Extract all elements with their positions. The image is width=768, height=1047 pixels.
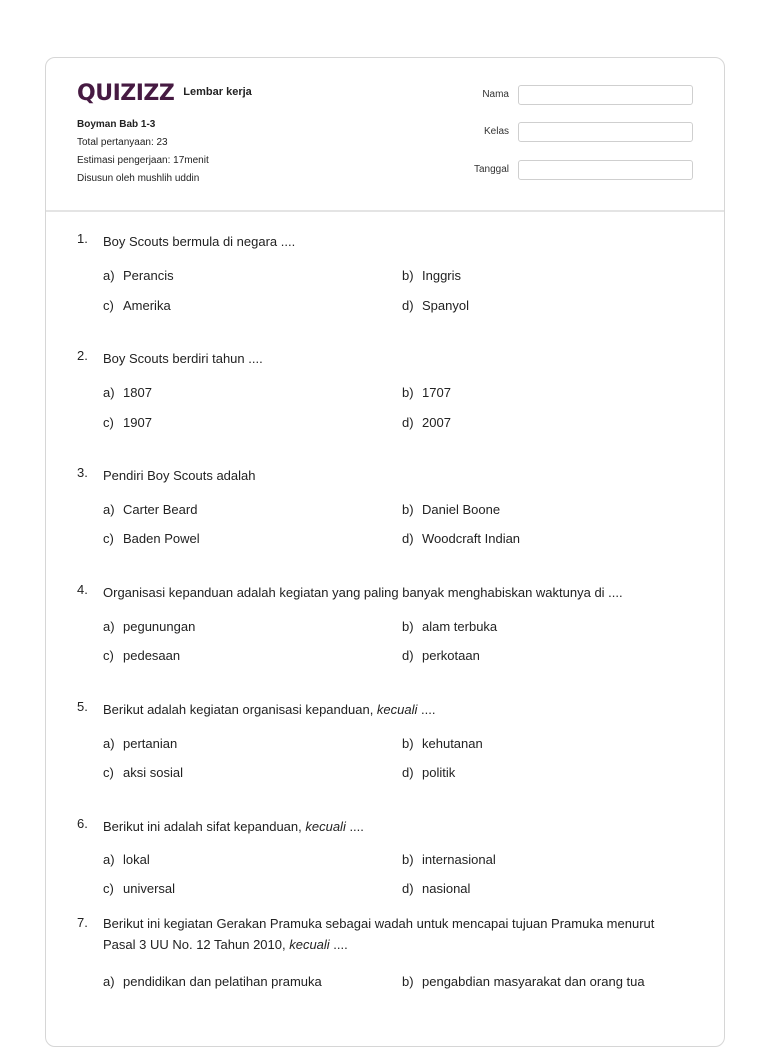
question-number: 2. (77, 348, 88, 363)
option-b[interactable]: b) 1707 (402, 385, 451, 400)
class-field[interactable] (518, 122, 693, 142)
option-c[interactable]: c) universal (103, 881, 176, 896)
worksheet-subtitle: Lembar kerja (183, 85, 252, 98)
option-c[interactable]: c) Amerika (103, 298, 171, 313)
name-label: Nama (482, 89, 509, 100)
question-number: 7. (77, 915, 88, 930)
option-c[interactable]: c) aksi sosial (103, 765, 183, 780)
option-b[interactable]: b) kehutanan (402, 736, 483, 751)
option-d[interactable]: d) nasional (402, 881, 471, 896)
option-a[interactable]: a) pertanian (103, 736, 178, 751)
option-c[interactable]: c) 1907 (103, 415, 152, 430)
option-b[interactable]: b) alam terbuka (402, 619, 498, 634)
question-number: 4. (77, 582, 88, 597)
emphasis: kecuali (289, 937, 330, 952)
option-d[interactable]: d) 2007 (402, 415, 451, 430)
time-estimate: Estimasi pengerjaan: 17menit (77, 155, 209, 166)
option-a[interactable]: a) pegunungan (103, 619, 196, 634)
question-number: 3. (77, 465, 88, 480)
question-text: Boy Scouts berdiri tahun .... (103, 351, 263, 366)
question-text: Berikut ini kegiatan Gerakan Pramuka sebagai wadah untuk mencapai tujuan Pramuka menurut Pasal 3 UU No. 12 Tahun 2010, kecuali .... (103, 916, 655, 952)
option-c[interactable]: c) pedesaan (103, 648, 181, 663)
author: Disusun oleh mushlih uddin (77, 173, 200, 184)
brand-wordmark: QUIZIZZ (77, 80, 175, 106)
date-field[interactable] (518, 160, 693, 180)
option-d[interactable]: d) Spanyol (402, 298, 469, 313)
option-b[interactable]: b) Daniel Boone (402, 502, 501, 517)
option-d[interactable]: d) Woodcraft Indian (402, 531, 521, 546)
question-number: 1. (77, 231, 88, 246)
question-number: 6. (77, 816, 88, 831)
date-label: Tanggal (473, 164, 509, 175)
option-d[interactable]: d) politik (402, 765, 456, 780)
worksheet-meta (77, 116, 209, 188)
question-text: Organisasi kepanduan adalah kegiatan yang paling banyak menghabiskan waktunya di .... (103, 585, 623, 600)
question-text: Berikut ini adalah sifat kepanduan, kecuali .... (103, 819, 364, 834)
name-field[interactable] (518, 85, 693, 105)
option-a[interactable]: a) 1807 (103, 385, 152, 400)
option-a[interactable]: a) lokal (103, 852, 150, 867)
option-a[interactable]: a) Carter Beard (103, 502, 198, 517)
option-b[interactable]: b) internasional (402, 852, 496, 867)
class-label: Kelas (483, 126, 509, 137)
worksheet (45, 57, 725, 1047)
question-text: Pendiri Boy Scouts adalah (103, 468, 256, 483)
option-d[interactable]: d) perkotaan (402, 648, 480, 663)
worksheet-title: Boyman Bab 1-3 (77, 119, 156, 130)
option-a[interactable]: a) pendidikan dan pelatihan pramuka (103, 974, 322, 989)
question-text: Berikut adalah kegiatan organisasi kepanduan, kecuali .... (103, 702, 436, 717)
worksheet-header (46, 58, 724, 212)
total-questions: Total pertanyaan: 23 (77, 137, 168, 148)
emphasis: kecuali (305, 819, 346, 834)
option-c[interactable]: c) Baden Powel (103, 531, 200, 546)
option-b[interactable]: b) pengabdian masyarakat dan orang tua (402, 974, 645, 989)
option-b[interactable]: b) Inggris (402, 268, 462, 283)
emphasis: kecuali (376, 702, 418, 717)
question-number: 5. (77, 699, 88, 714)
question-text: Boy Scouts bermula di negara .... (103, 234, 296, 249)
option-a[interactable]: a) Perancis (103, 268, 174, 283)
quizizz-logo (77, 80, 252, 106)
